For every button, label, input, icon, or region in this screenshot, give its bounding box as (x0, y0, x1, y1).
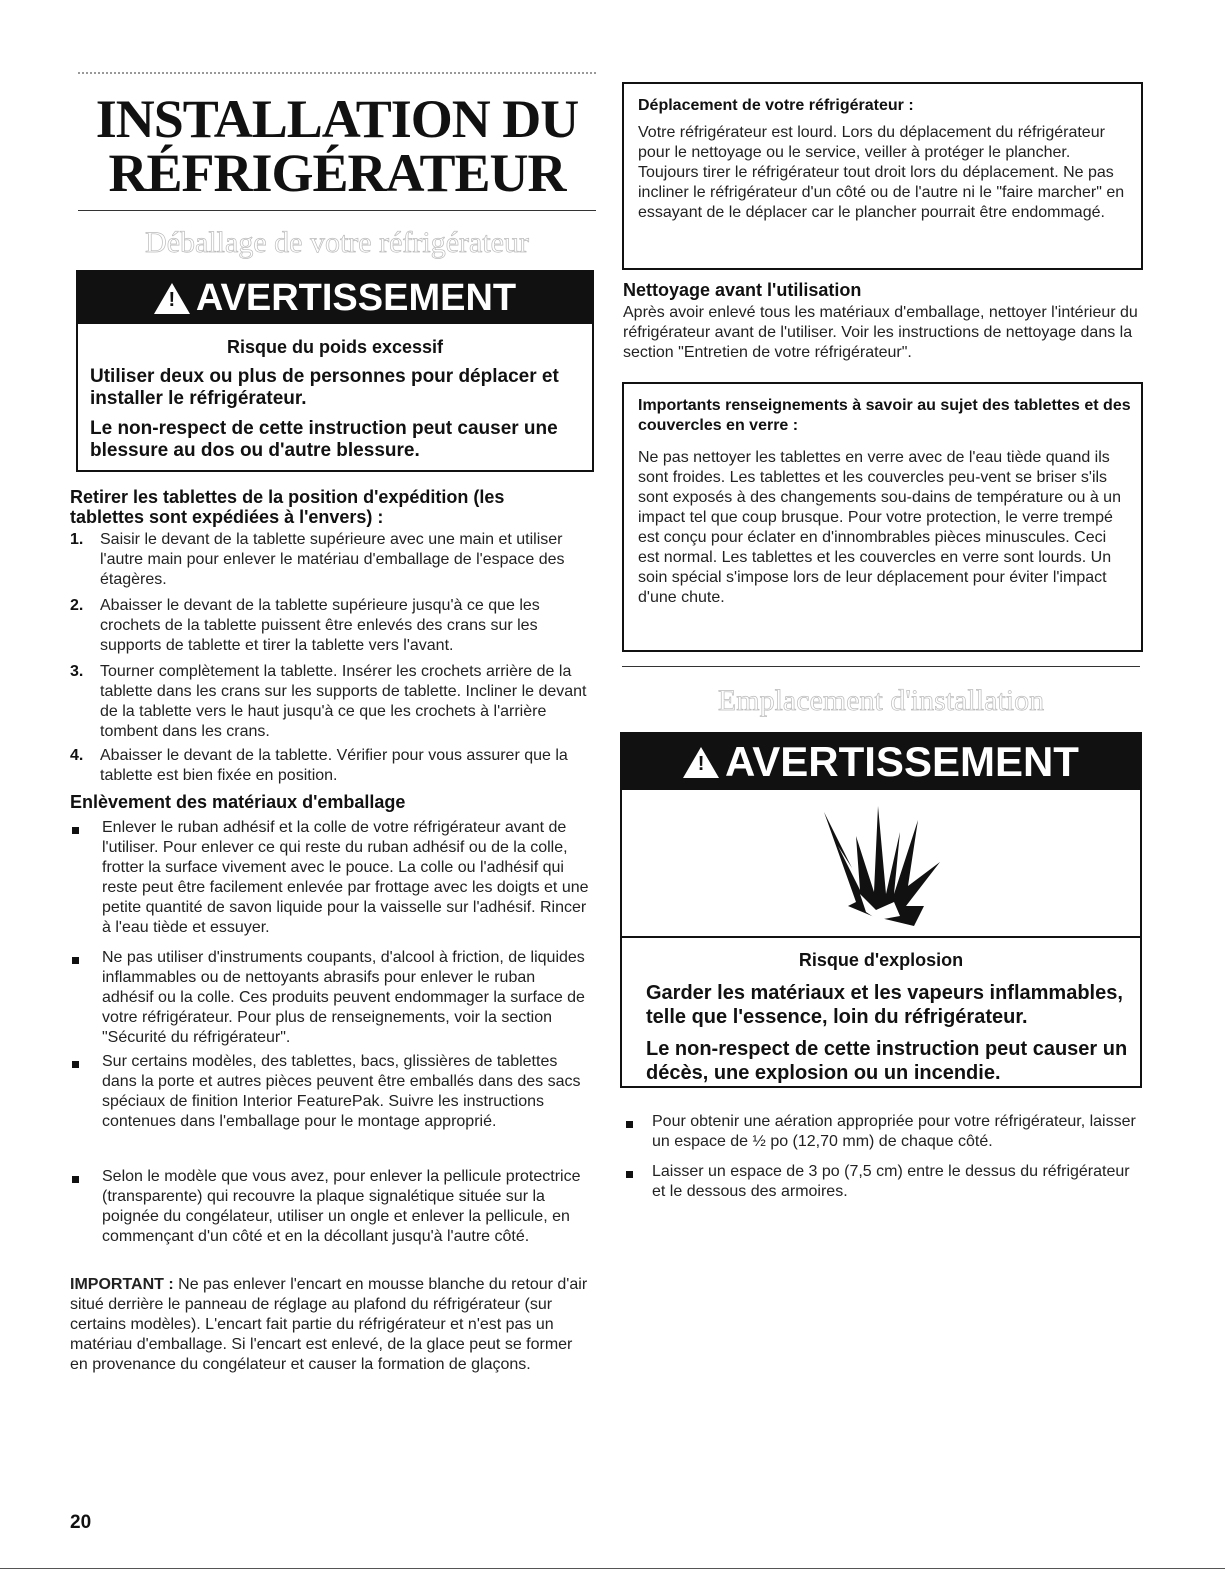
step-text: Tourner complètement la tablette. Insérer les crochets arrière de la tablette dans les crans sur les supports de tablette. Incliner le devant de la tablette vers le haut jusqu'à ce que les crochets à l'arrière tombent dans les crans. (100, 663, 587, 740)
warning-instruction: Utiliser deux ou plus de personnes pour déplacer et installer le réfrigérateur. (90, 366, 559, 409)
important-text: Ne pas enlever l'encart en mousse blanche du retour d'air situé derrière le panneau de réglage au plafond du réfrigérateur (sur certains modèles). L'encart fait partie du réfrigérateur et n'est pas un matériau d'emballage. Si l'encart est enlevé, de la glace peut se former en provenance du congélateur et causer la formation de glaçons. (70, 1276, 588, 1373)
packing-heading: Enlèvement des matériaux d'emballage (70, 792, 406, 812)
location-bullet: Laisser un espace de 3 po (7,5 cm) entre le dessus du réfrigérateur et le dessous des armoires. (652, 1163, 1130, 1200)
warning-label: AVERTISSEMENT (725, 738, 1079, 785)
moving-box (622, 82, 1143, 270)
warning-instruction: Garder les matériaux et les vapeurs inflammables, telle que l'essence, loin du réfrigérateur. (646, 982, 1123, 1028)
bullet-icon (626, 1171, 633, 1178)
explosion-icon (816, 798, 946, 928)
packing-bullet: Sur certains modèles, des tablettes, bacs, glissières de tablettes dans la porte et autres pièces peuvent être emballés dans des sacs spéciaux de finition Interior FeaturePak. Suivre les instructions contenues dans l'emballage pour le montage approprié. (102, 1053, 581, 1130)
bullet-icon (72, 1061, 79, 1068)
bullet-icon (72, 827, 79, 834)
bullet-icon (626, 1121, 633, 1128)
warning-header (78, 272, 592, 324)
page-title (78, 89, 596, 203)
warning-triangle-icon: ! (154, 283, 190, 314)
cleaning-text: Après avoir enlevé tous les matériaux d'emballage, nettoyer l'intérieur du réfrigérateur avant de l'utiliser. Voir les instructions de nettoyage dans la section "Entretien de votre réfrigérateur". (623, 304, 1138, 361)
section-divider (622, 666, 1140, 667)
warning-risk: Risque du poids excessif (226, 337, 444, 357)
location-bullet: Pour obtenir une aération appropriée pour votre réfrigérateur, laisser un espace de ½ po (12,70 mm) de chaque côté. (652, 1113, 1136, 1150)
explosion-area (622, 790, 1140, 936)
important-label: IMPORTANT : (70, 1276, 174, 1293)
step-number: 2. (70, 597, 84, 614)
section-heading-unpacking: Déballage de votre réfrigérateur (145, 226, 529, 259)
warning-consequence: Le non-respect de cette instruction peut causer un décès, une explosion ou un incendie. (646, 1038, 1128, 1084)
step-number: 3. (70, 663, 84, 680)
moving-text: Votre réfrigérateur est lourd. Lors du déplacement du réfrigérateur pour le nettoyage ou le service, veiller à protéger le plancher. Toujours tirer le réfrigérateur tout droit lors du déplacement. Ne pas incliner le réfrigérateur d'un côté ou de l'autre ni le "faire marcher" en essayant de le déplacer car le plancher pourrait être endommagé. (638, 124, 1125, 221)
section-heading-location: Emplacement d'installation (717, 684, 1045, 717)
step-text: Abaisser le devant de la tablette supérieure jusqu'à ce que les crochets de la tablette puissent être enlevés des crans sur les supports de tablette et tirer la tablette vers l'avant. (100, 597, 540, 654)
cleaning-heading: Nettoyage avant l'utilisation (623, 280, 862, 300)
glass-heading: Importants renseignements à savoir au sujet des tablettes et des couvercles en verre : (638, 397, 1131, 434)
step-number: 1. (70, 531, 84, 548)
title-divider (78, 210, 596, 211)
top-rule (78, 72, 596, 74)
glass-text: Ne pas nettoyer les tablettes en verre avec de l'eau tiède quand ils sont froides. Les tablettes et les couvercles peu-vent se briser s'ils sont exposés à des changements sou-dains de température ou à un impact tel que coup brusque. Pour votre protection, le verre trempé est conçu pour éclater en d'innombrables pièces minuscules. Ceci est normal. Les tablettes et les couvercles en verre sont lourds. Un soin spécial s'impose lors de leur déplacement pour éviter l'impact d'une chute. (638, 449, 1121, 606)
packing-bullet: Enlever le ruban adhésif et la colle de votre réfrigérateur avant de l'utiliser. Pour enlever ce qui reste du ruban adhésif ou de la colle, frotter la surface vivement avec le pouce. La colle ou l'adhésif qui reste peut être facilement enlevée par frottage avec les doigts et une petite quantité de savon liquide pour la vaisselle sur l'adhésif. Rincer à l'eau tiède et essuyer. (102, 819, 589, 936)
shelves-heading: Retirer les tablettes de la position d'expédition (les tablettes sont expédiées à l'envers) : (70, 487, 505, 527)
glass-shelves-box (622, 382, 1143, 652)
page-number: 20 (70, 1512, 92, 1533)
packing-bullet: Selon le modèle que vous avez, pour enlever la pellicule protectrice (transparente) qui recouvre la plaque signalétique située sur la poignée du congélateur, utiliser un ongle et enlever la pellicule, en commençant d'un côté et en la décollant jusqu'à l'autre côté. (102, 1168, 581, 1245)
step-number: 4. (70, 747, 84, 764)
title-line-2: RÉFRIGÉRATEUR (108, 143, 566, 203)
page-bottom-rule (0, 1568, 1225, 1569)
bullet-icon (72, 1176, 79, 1183)
warning-consequence: Le non-respect de cette instruction peut causer une blessure au dos ou d'autre blessure. (90, 418, 558, 461)
warning-header (622, 734, 1140, 790)
step-text: Saisir le devant de la tablette supérieure avec une main et utiliser l'autre main pour enlever le matériau d'emballage de l'espace des étagères. (100, 531, 565, 588)
warning-triangle-icon: ! (683, 747, 719, 778)
warning-text-area (622, 936, 1140, 1085)
warning-label: AVERTISSEMENT (195, 276, 517, 319)
title-line-1: INSTALLATION DU (95, 89, 579, 149)
warning-box-weight (76, 270, 594, 472)
moving-heading: Déplacement de votre réfrigérateur : (638, 97, 914, 114)
bullet-icon (72, 957, 79, 964)
important-note (70, 1275, 590, 1375)
warning-risk: Risque d'explosion (798, 950, 964, 970)
step-text: Abaisser le devant de la tablette. Vérifier pour vous assurer que la tablette est bien fixée en position. (100, 747, 568, 784)
warning-box-explosion (620, 732, 1142, 1088)
packing-bullet: Ne pas utiliser d'instruments coupants, d'alcool à friction, de liquides inflammables ou de nettoyants abrasifs pour enlever le ruban adhésif ou la colle. Ces produits peuvent endommager la surface de votre réfrigérateur. Pour plus de renseignements, voir la section "Sécurité du réfrigérateur". (102, 949, 585, 1046)
